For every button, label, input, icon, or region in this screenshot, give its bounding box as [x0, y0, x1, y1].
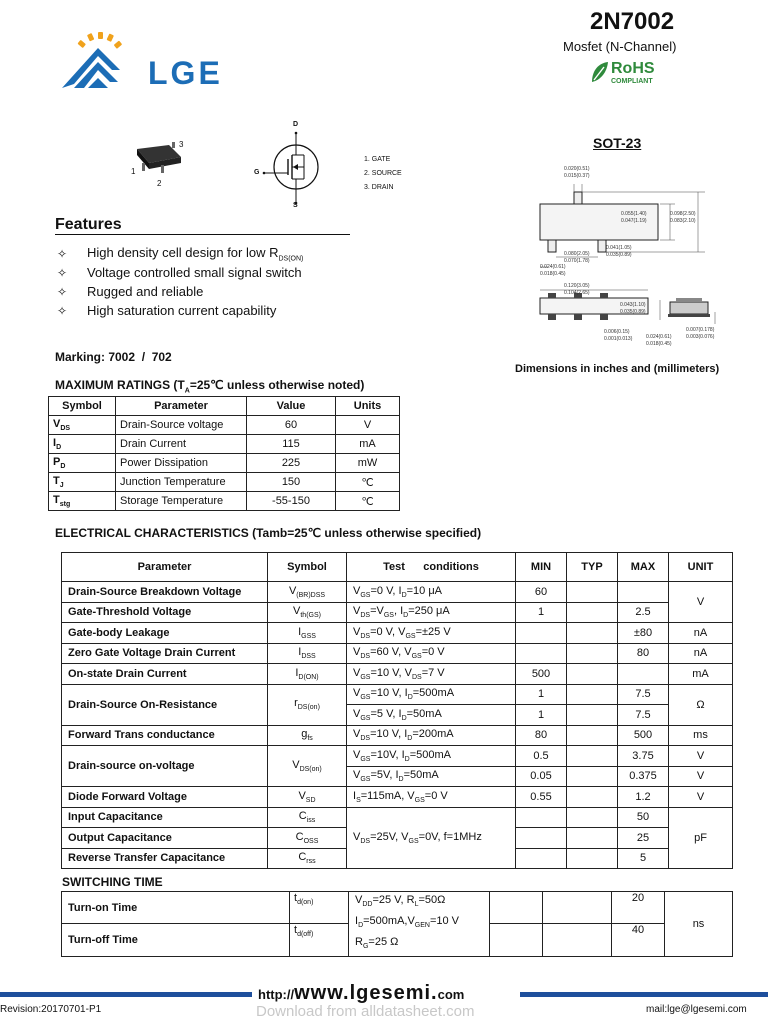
unit-cell: ℃ [336, 473, 400, 492]
leaf-icon [589, 60, 609, 84]
min-cell: 80 [516, 725, 567, 746]
max-cell: 7.5 [618, 684, 669, 705]
parameter-cell: Drain-Source Breakdown Voltage [62, 582, 268, 603]
symbol-cell: $V_{DS}$ [49, 416, 116, 435]
min-cell [490, 924, 543, 956]
symbol-cell: $C_{OSS}$ [268, 828, 347, 849]
bullet-icon: ✧ [57, 246, 68, 261]
features-heading: Features [55, 216, 122, 233]
unit-cell: V [669, 746, 733, 767]
dim-label: 0.018(0.45) [646, 341, 672, 347]
parameter-cell: Zero Gate Voltage Drain Current [62, 643, 268, 664]
min-cell: 1 [516, 602, 567, 623]
condition-cell: $V_{DS}=25V$, $V_{GS}=0V$, f=1MHz [347, 807, 516, 869]
unit-cell: ℃ [336, 492, 400, 511]
typ-cell [567, 705, 618, 726]
dim-label: 0.006(0.15) [604, 329, 630, 335]
symbol-cell: $V_{th(GS)}$ [268, 602, 347, 623]
feature-item [55, 282, 385, 301]
sym-pin-g-label: G [254, 169, 260, 176]
download-watermark: Download from alldatasheet.com [256, 1003, 475, 1020]
dim-label: 0.041(1.05) [606, 245, 632, 251]
table-header-row [49, 397, 400, 416]
typ-cell [567, 807, 618, 828]
typ-cell [567, 828, 618, 849]
max-cell [618, 664, 669, 685]
unit-cell: ns [665, 892, 733, 957]
min-cell: 1 [516, 705, 567, 726]
dim-label: 0.015(0.37) [564, 173, 590, 179]
logo-text: LGE [148, 55, 223, 91]
dim-label: 0.024(0.61) [646, 334, 672, 340]
symbol-cell: $V_{DS(on)}$ [268, 746, 347, 787]
symbol-cell: $C_{rss}$ [268, 848, 347, 869]
symbol-cell: $I_{DSS}$ [268, 643, 347, 664]
parameter-cell: Turn-on Time [62, 892, 290, 924]
column-header: MAX [618, 553, 669, 582]
feature-text: High density cell design for low $R_{DS(ON)}$ [87, 244, 304, 263]
rohs-compliant-label: COMPLIANT [611, 78, 653, 85]
value-cell: -55-150 [247, 492, 336, 511]
features-underline [55, 234, 350, 235]
column-header: Symbol [49, 397, 116, 416]
revision-label: Revision:20170701-P1 [0, 1004, 102, 1015]
condition-cell: $V_{DS}=60$ V, $V_{GS}=0$ V [347, 643, 516, 664]
typ-cell [567, 787, 618, 808]
parameter-cell: Gate-body Leakage [62, 623, 268, 644]
unit-cell: nA [669, 623, 733, 644]
column-header: UNIT [669, 553, 733, 582]
max-cell: 0.375 [618, 766, 669, 787]
unit-cell: V [669, 766, 733, 787]
unit-cell: Ω [669, 684, 733, 725]
parameter-cell: Turn-off Time [62, 924, 290, 956]
footer-bar-right [520, 992, 768, 997]
dim-label: 0.001(0.013) [604, 336, 633, 342]
min-cell [516, 807, 567, 828]
condition-cell: $V_{GS}=5$ V, $I_D=50mA$ [347, 705, 516, 726]
feature-text: Rugged and reliable [87, 284, 204, 299]
parameter-cell: Output Capacitance [62, 828, 268, 849]
symbol-cell: $I_{GSS}$ [268, 623, 347, 644]
max-cell: 40 [612, 924, 665, 956]
min-cell [516, 828, 567, 849]
table-row [62, 787, 733, 808]
package-image [125, 135, 185, 190]
unit-cell: V [669, 787, 733, 808]
parameter-cell: Diode Forward Voltage [62, 787, 268, 808]
feature-item [55, 301, 385, 320]
max-cell: 500 [618, 725, 669, 746]
typ-cell [567, 664, 618, 685]
pkg-pin-3-label: 3 [179, 140, 184, 149]
unit-cell: V [669, 582, 733, 623]
sot23-package-icon [125, 135, 185, 190]
parameter-cell: Storage Temperature [116, 492, 247, 511]
product-subtitle: Mosfet (N-Channel) [563, 39, 677, 54]
mosfet-symbol [250, 121, 330, 210]
column-header: TYP [567, 553, 618, 582]
symbol-cell: $V_{SD}$ [268, 787, 347, 808]
condition-cell: $V_{DD}=25$ V, $R_L=50\Omega$ $I_D=500mA,V_{GEN}=10$ V $R_G=25$ Ω [349, 892, 490, 957]
table-row [49, 454, 400, 473]
min-cell: 60 [516, 582, 567, 603]
min-cell: 500 [516, 664, 567, 685]
max-cell: 5 [618, 848, 669, 869]
table-row [62, 623, 733, 644]
parameter-cell: Power Dissipation [116, 454, 247, 473]
max-cell: 50 [618, 807, 669, 828]
max-cell: 3.75 [618, 746, 669, 767]
value-cell: 60 [247, 416, 336, 435]
table-row [49, 473, 400, 492]
min-cell: 0.05 [516, 766, 567, 787]
mosfet-symbol-icon [250, 125, 330, 210]
max-cell: 7.5 [618, 705, 669, 726]
condition-cell: $V_{GS}=0$ V, $I_D=10$ μA [347, 582, 516, 603]
min-cell: 0.5 [516, 746, 567, 767]
dim-label: 0.007(0.178) [686, 327, 715, 333]
logo-mark-icon [58, 30, 258, 100]
unit-cell: nA [669, 643, 733, 664]
table-row [49, 492, 400, 511]
unit-cell: mW [336, 454, 400, 473]
typ-cell [567, 848, 618, 869]
symbol-cell: $g_{fs}$ [268, 725, 347, 746]
package-dimension-drawing [510, 162, 725, 357]
column-header: MIN [516, 553, 567, 582]
dim-label: 0.120(3.05) [564, 283, 590, 289]
column-header: Test conditions [347, 553, 516, 582]
symbol-cell: $I_{D(ON)}$ [268, 664, 347, 685]
symbol-cell: $T_J$ [49, 473, 116, 492]
typ-cell [543, 892, 612, 924]
table-row [62, 643, 733, 664]
value-cell: 150 [247, 473, 336, 492]
table-row [62, 582, 733, 603]
feature-text: Voltage controlled small signal switch [87, 265, 302, 280]
condition-cell: $V_{DS}=10$ V, $I_D=200mA$ [347, 725, 516, 746]
max-cell: 25 [618, 828, 669, 849]
column-header: Symbol [268, 553, 347, 582]
parameter-cell: Junction Temperature [116, 473, 247, 492]
min-cell [490, 892, 543, 924]
table-row [62, 807, 733, 828]
parameter-cell: Reverse Transfer Capacitance [62, 848, 268, 869]
max-ratings-title: MAXIMUM RATINGS ($T_A=25℃$ unless otherwise noted) [55, 378, 365, 395]
min-cell: 0.55 [516, 787, 567, 808]
switching-time-table [61, 891, 733, 957]
typ-cell [567, 684, 618, 705]
parameter-cell: Drain Current [116, 435, 247, 454]
marking-text: Marking: 7002 / 702 [55, 350, 172, 364]
table-row [49, 435, 400, 454]
condition-cell: $V_{GS}=10V$, $I_D=500mA$ [347, 746, 516, 767]
dim-label: 0.024(0.61) [540, 264, 566, 270]
table-row [62, 725, 733, 746]
symbol-cell: $C_{iss}$ [268, 807, 347, 828]
package-caption: Dimensions in inches and (millimeters) [515, 363, 720, 375]
footer-bar-left [0, 992, 252, 997]
condition-cell: $V_{GS}=10$ V, $I_D=500mA$ [347, 684, 516, 705]
max-cell: 1.2 [618, 787, 669, 808]
dim-label: 0.043(1.10) [620, 302, 646, 308]
condition-cell: $V_{DS}=0$ V, $V_{GS}=\pm 25$ V [347, 623, 516, 644]
symbol-cell: $V_{(BR)DSS}$ [268, 582, 347, 603]
feature-item [55, 244, 385, 263]
table-header-row [62, 553, 733, 582]
condition-cell: $V_{GS}=10$ V, $V_{DS}=7$ V [347, 664, 516, 685]
typ-cell [567, 582, 618, 603]
pkg-pin-2-label: 2 [157, 179, 162, 188]
typ-cell [567, 643, 618, 664]
parameter-cell: Drain-Source On-Resistance [62, 684, 268, 725]
bullet-icon: ✧ [57, 265, 68, 280]
max-cell [618, 582, 669, 603]
condition-cell: $V_{DS}=V_{GS}$, $I_D=250$ μA [347, 602, 516, 623]
rohs-badge [589, 60, 659, 90]
table-row [62, 664, 733, 685]
pin-list-item: 1. GATE [364, 156, 391, 163]
condition-cell: $V_{GS}=5V$, $I_D=50mA$ [347, 766, 516, 787]
features-list [55, 244, 385, 320]
min-cell [516, 848, 567, 869]
max-cell: ±80 [618, 623, 669, 644]
dim-label: 0.070(1.78) [564, 258, 590, 264]
website-link[interactable]: http://www.lgesemi.com [258, 982, 465, 1004]
symbol-cell: $t_{d(on)}$ [290, 892, 349, 924]
sym-pin-s-label: S [293, 202, 298, 209]
bullet-icon: ✧ [57, 284, 68, 299]
column-header: Parameter [62, 553, 268, 582]
switching-title: SWITCHING TIME [62, 875, 163, 889]
parameter-cell: Gate-Threshold Voltage [62, 602, 268, 623]
value-cell: 115 [247, 435, 336, 454]
condition-cell: $I_S=115mA$, $V_{GS}=0$ V [347, 787, 516, 808]
dim-label: 0.083(2.10) [670, 218, 696, 224]
unit-cell: mA [669, 664, 733, 685]
table-row [62, 892, 733, 924]
typ-cell [567, 746, 618, 767]
typ-cell [567, 623, 618, 644]
min-cell: 1 [516, 684, 567, 705]
symbol-cell: $I_D$ [49, 435, 116, 454]
dim-label: 0.003(0.076) [686, 334, 715, 340]
symbol-cell: $P_D$ [49, 454, 116, 473]
max-cell: 20 [612, 892, 665, 924]
typ-cell [567, 725, 618, 746]
part-number: 2N7002 [590, 8, 675, 35]
pin-list-item: 3. DRAIN [364, 184, 394, 191]
max-cell: 2.5 [618, 602, 669, 623]
table-row [49, 416, 400, 435]
max-ratings-table [48, 396, 400, 511]
symbol-cell: $r_{DS(on)}$ [268, 684, 347, 725]
rohs-label: RoHS [611, 60, 655, 77]
pkg-pin-1-label: 1 [131, 167, 136, 176]
unit-cell: mA [336, 435, 400, 454]
symbol-cell: $T_{stg}$ [49, 492, 116, 511]
sym-pin-d-label: D [293, 121, 299, 128]
dim-label: 0.047(1.19) [621, 218, 647, 224]
dim-label: 0.035(0.89) [620, 309, 646, 315]
table-row [62, 746, 733, 767]
dim-label: 0.035(0.89) [606, 252, 632, 258]
dim-label: 0.055(1.40) [621, 211, 647, 217]
feature-item [55, 263, 385, 282]
typ-cell [567, 766, 618, 787]
typ-cell [543, 924, 612, 956]
feature-text: High saturation current capability [87, 303, 277, 318]
pin-list [364, 156, 402, 198]
max-cell: 80 [618, 643, 669, 664]
elec-title: ELECTRICAL CHARACTERISTICS (Tamb=25℃ unless otherwise specified) [55, 526, 482, 540]
unit-cell: V [336, 416, 400, 435]
parameter-cell: Forward Trans conductance [62, 725, 268, 746]
symbol-cell: $t_{d(off)}$ [290, 924, 349, 956]
value-cell: 225 [247, 454, 336, 473]
package-title: SOT-23 [593, 135, 642, 151]
dim-label: 0.018(0.45) [540, 271, 566, 277]
elec-characteristics-table [61, 552, 733, 869]
column-header: Units [336, 397, 400, 416]
min-cell [516, 643, 567, 664]
pin-list-item: 2. SOURCE [364, 170, 402, 177]
table-row [62, 602, 733, 623]
company-logo [58, 30, 258, 100]
column-header: Parameter [116, 397, 247, 416]
mail-label: mail:lge@lgesemi.com [646, 1004, 747, 1015]
dim-label: 0.080(2.05) [564, 251, 590, 257]
dim-label: 0.098(2.50) [670, 211, 696, 217]
parameter-cell: Input Capacitance [62, 807, 268, 828]
min-cell [516, 623, 567, 644]
unit-cell: pF [669, 807, 733, 869]
unit-cell: ms [669, 725, 733, 746]
bullet-icon: ✧ [57, 303, 68, 318]
parameter-cell: On-state Drain Current [62, 664, 268, 685]
parameter-cell: Drain-Source voltage [116, 416, 247, 435]
dim-label: 0.104(2.65) [564, 290, 590, 296]
column-header: Value [247, 397, 336, 416]
typ-cell [567, 602, 618, 623]
dim-label: 0.020(0.51) [564, 166, 590, 172]
parameter-cell: Drain-source on-voltage [62, 746, 268, 787]
table-row [62, 684, 733, 705]
